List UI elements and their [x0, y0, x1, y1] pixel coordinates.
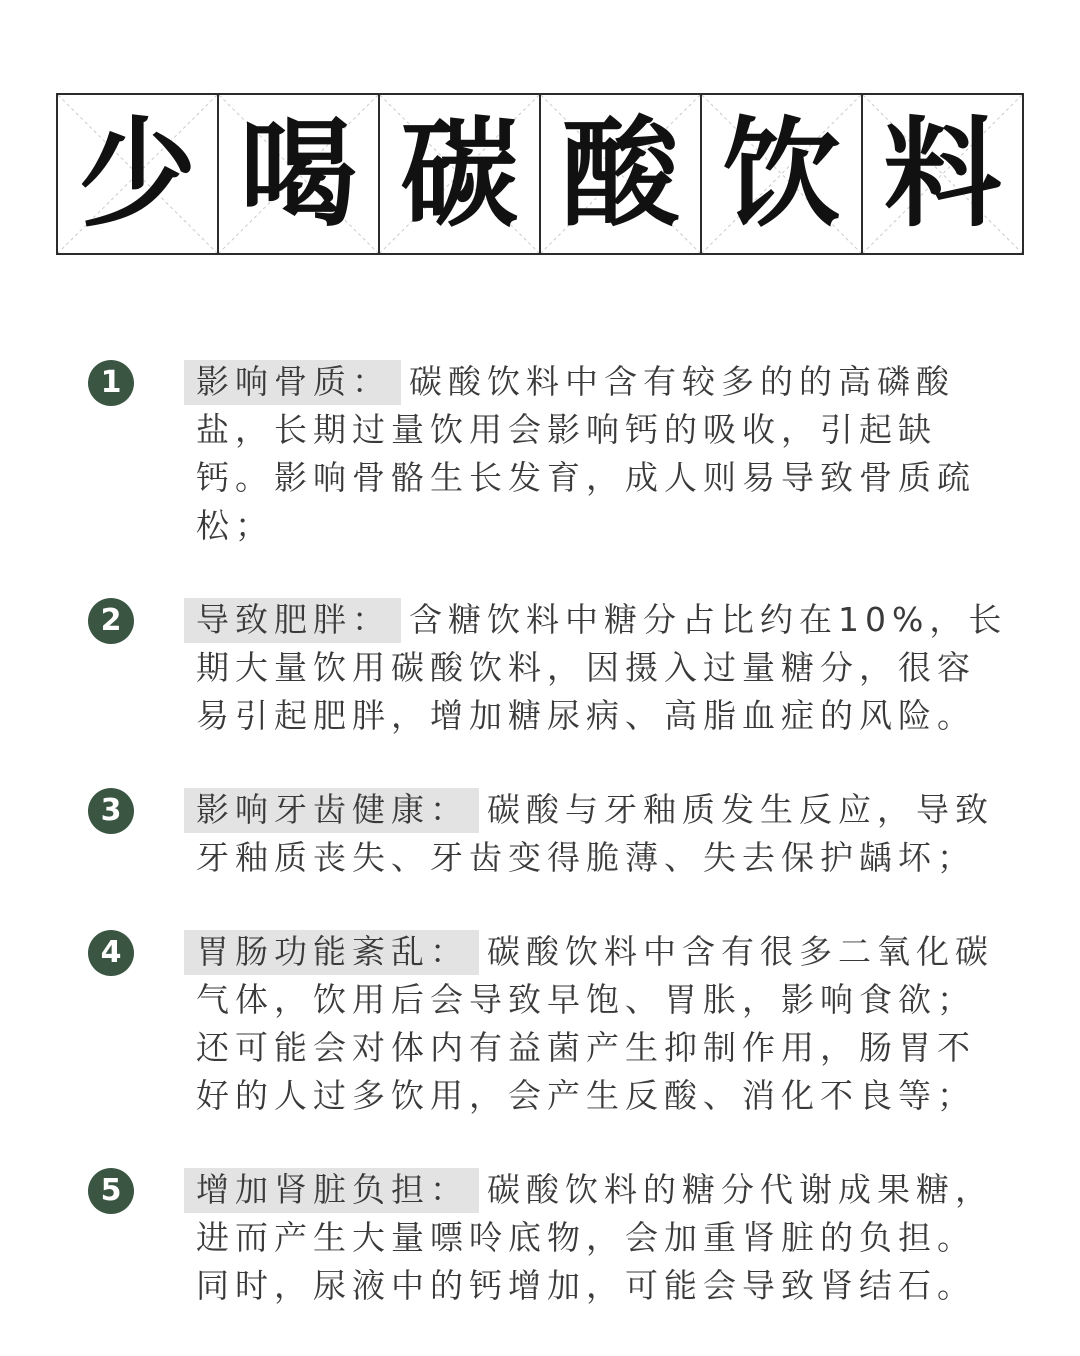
list-item — [88, 358, 1008, 550]
title-cell — [58, 95, 217, 253]
title-char: 酸 — [561, 105, 680, 243]
list-item — [88, 928, 1008, 1120]
title-cell — [378, 95, 539, 253]
item-label: 影响牙齿健康： — [184, 788, 479, 833]
item-text — [196, 358, 1008, 550]
title-char: 饮 — [722, 105, 841, 243]
item-label: 增加肾脏负担： — [184, 1168, 479, 1213]
title-grid — [56, 93, 1024, 255]
item-text — [196, 596, 1008, 740]
list-item — [88, 596, 1008, 740]
title-char: 料 — [883, 105, 1002, 243]
item-label: 导致肥胖： — [184, 598, 401, 643]
item-body: 碳酸与牙釉质发生反应，导致牙釉质丧失、牙齿变得脆薄、失去保护龋坏； — [196, 790, 994, 877]
item-list — [88, 358, 1008, 1356]
number-badge: 4 — [88, 930, 134, 976]
item-body: 碳酸饮料中含有较多的的高磷酸盐，长期过量饮用会影响钙的吸收，引起缺钙。影响骨骼生长发育，成人则易导致骨质疏松； — [196, 362, 976, 545]
list-item — [88, 786, 1008, 882]
item-body: 含糖饮料中糖分占比约在10%，长期大量饮用碳酸饮料，因摄入过量糖分，很容易引起肥胖，增加糖尿病、高脂血症的风险。 — [196, 600, 1008, 735]
item-label: 影响骨质： — [184, 360, 401, 405]
title-char: 喝 — [239, 105, 358, 243]
item-text — [196, 1166, 1008, 1310]
list-item — [88, 1166, 1008, 1310]
title-char: 碳 — [400, 105, 519, 243]
item-text — [196, 928, 1008, 1120]
title-cell — [539, 95, 700, 253]
number-badge: 1 — [88, 360, 134, 406]
number-badge: 2 — [88, 598, 134, 644]
item-text — [196, 786, 1008, 882]
item-body: 碳酸饮料的糖分代谢成果糖，进而产生大量嘌呤底物，会加重肾脏的负担。同时，尿液中的钙增加，可能会导致肾结石。 — [196, 1170, 994, 1305]
number-badge: 3 — [88, 788, 134, 834]
title-char: 少 — [78, 105, 197, 243]
title-cell — [700, 95, 861, 253]
item-body: 碳酸饮料中含有很多二氧化碳气体，饮用后会导致早饱、胃胀，影响食欲；还可能会对体内有益菌产生抑制作用，肠胃不好的人过多饮用，会产生反酸、消化不良等； — [196, 932, 994, 1115]
item-label: 胃肠功能紊乱： — [184, 930, 479, 975]
title-cell — [217, 95, 378, 253]
title-cell — [861, 95, 1022, 253]
number-badge: 5 — [88, 1168, 134, 1214]
